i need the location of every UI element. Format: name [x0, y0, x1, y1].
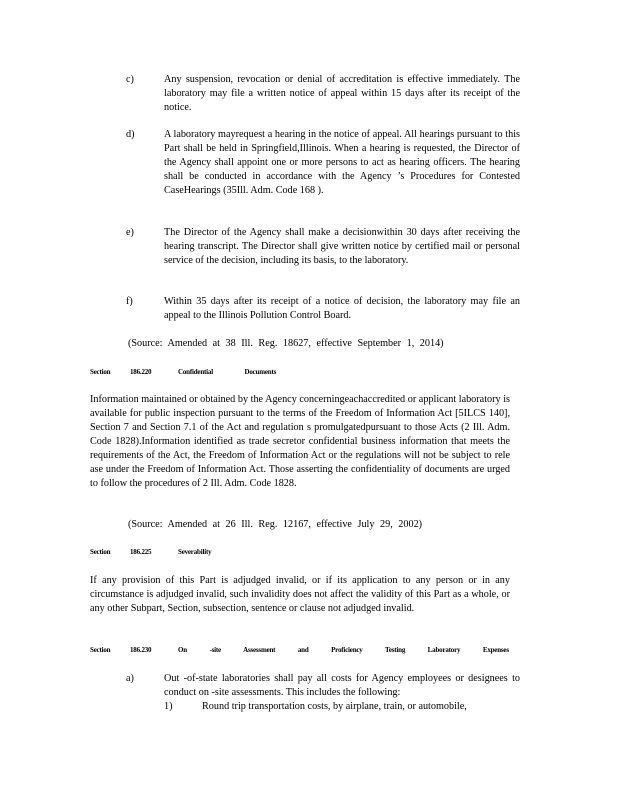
section-word: Section — [90, 646, 111, 654]
section-title: Confidential Documents — [178, 368, 277, 376]
item-label: c) — [126, 74, 134, 85]
item-label: d) — [126, 129, 135, 140]
paragraph-severability: If any provision of this Part is adjudged invalid, or if its application to any person or in any circumstance is adjudged invalid, such invalidity does not affect the validity of this Part as a whole, or any other Subpart, Section, subsection, sentence or clause not adjudged invalid. — [90, 575, 510, 614]
paragraph-confidential: Information maintained or obtained by the Agency concerningeachaccredited or applicant laboratory is available for public inspection pursuant to the terms of the Freedom of Information Act [5ILCS 140], Section 7 and Section 7.1 of the Act and regulation s promulgatedpursuant to those Acts (2 Ill. Adm. Code 1828).Information identified as trade secretor confidential business information that meets the requirements of the Act, the Freedom of Information Act or the regulations will not be subject to rele ase under the Freedom of Information Act. Those asserting the confidentiality of documents are urged to follow the procedures of 2 Ill. Adm. Code 1828. — [90, 394, 510, 489]
section-number: 186.225 — [130, 548, 152, 556]
item-text: Out -of-state laboratories shall pay all costs for Agency employees or designees to conduct on -site assessments. This includes the following: — [164, 673, 520, 698]
source-note: (Source: Amended at 38 Ill. Reg. 18627, effective September 1, 2014) — [128, 338, 444, 349]
item-label: f) — [126, 296, 133, 307]
item-label: e) — [126, 227, 134, 238]
item-text: Round trip transportation costs, by airplane, train, or automobile, — [202, 701, 467, 712]
item-label: a) — [126, 673, 134, 684]
item-label: 1) — [164, 701, 173, 712]
item-text: Any suspension, revocation or denial of accreditation is effective immediately. The laboratory may file a written notice of appeal within 15 days after its receipt of the notice. — [164, 74, 520, 113]
item-text: Within 35 days after its receipt of a notice of decision, the laboratory may file an appeal to the Illinois Pollution Control Board. — [164, 296, 520, 321]
section-number: 186.220 — [130, 368, 152, 376]
section-word: Section — [90, 548, 111, 556]
item-text: The Director of the Agency shall make a decisionwithin 30 days after receiving the hearing transcript. The Director shall give written notice by certified mail or personal service of the decision, including its basis, to the laboratory. — [164, 227, 520, 266]
section-word: Section — [90, 368, 111, 376]
item-text: A laboratory mayrequest a hearing in the notice of appeal. All hearings pursuant to this Part shall be held in Springfield,Illinois. When a hearing is requested, the Director of the Agency shall appoint one or more persons to act as hearing officers. The hearing shall be conducted in accordance with the Agency ’s Procedures for Contested CaseHearings (35Ill. Adm. Code 168 ). — [164, 129, 520, 196]
source-note: (Source: Amended at 26 Ill. Reg. 12167, effective July 29, 2002) — [128, 519, 423, 530]
section-title: Severability — [178, 548, 212, 556]
section-number: 186.230 — [130, 646, 152, 654]
section-title: On -site Assessment and Proficiency Testing Laboratory Expenses — [178, 646, 509, 654]
